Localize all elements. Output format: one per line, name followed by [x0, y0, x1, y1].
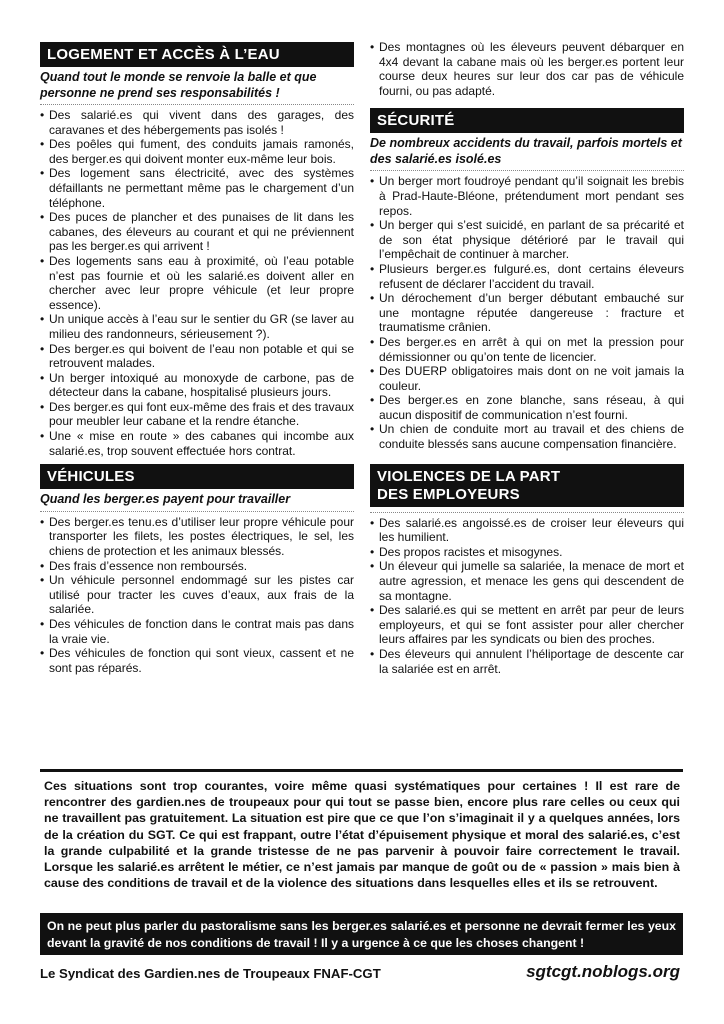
list-item: • Des frais d’essence non remboursés. — [40, 559, 354, 574]
left-column — [40, 42, 354, 675]
list-item: • Des berger.es qui boivent de l’eau non potable et qui se retrouvent malades. — [40, 342, 354, 371]
violences-list — [370, 516, 684, 677]
list-item: • Des logements sans eau à proximité, où l’eau potable n’est pas fournie et où les salarié.es doivent aller en chercher avec leur propre véhicule (et leur propre essence). — [40, 254, 354, 312]
callout-box: On ne peut plus parler du pastoralisme sans les berger.es salarié.es et personne ne devrait fermer les yeux devant la gravité de nos conditions de travail ! Il y a urgence à ce que les choses changent ! — [40, 913, 683, 955]
list-item: • Des salarié.es angoissé.es de croiser leur éleveurs qui les humilient. — [370, 516, 684, 545]
list-item: • Un unique accès à l’eau sur le sentier du GR (se laver au milieu des randonneurs, sérieusement ?). — [40, 312, 354, 341]
list-item: • Un véhicule personnel endommagé sur les pistes car utilisé pour tracter les cuves d’eaux, aux frais de la salariée. — [40, 573, 354, 617]
list-item: • Des montagnes où les éleveurs peuvent débarquer en 4x4 devant la cabane mais où les berger.es portent leur course deux heures sur leur dos car pas de véhicule fourni, ou pas adapté. — [379, 40, 684, 98]
list-item: • Des berger.es qui font eux-même des frais et des travaux pour meubler leur cabane et la rendre étanche. — [40, 400, 354, 429]
violences-title-line-1: VIOLENCES DE LA PART — [377, 467, 561, 485]
section-title-vehicules: VÉHICULES — [40, 464, 354, 489]
list-item: • Des berger.es en zone blanche, sans réseau, à qui aucun dispositif de communication n’est fourni. — [370, 393, 684, 422]
list-item: • Des poêles qui fument, des conduits jamais ramonés, des berger.es qui doivent monter eux-même leur bois. — [40, 137, 354, 166]
list-item: • Des logement sans électricité, avec des systèmes défaillants ne permettant même pas le chargement d’un téléphone. — [40, 166, 354, 210]
vehicules-list — [40, 515, 354, 676]
list-item: • Des propos racistes et misogynes. — [370, 545, 684, 560]
list-item: • Des berger.es en arrêt à qui on met la pression pour démissionner ou qu’on tente de licencier. — [370, 335, 684, 364]
list-item: • Des véhicules de fonction dans le contrat mais pas dans la vraie vie. — [40, 617, 354, 646]
list-item: • Une « mise en route » des cabanes qui incombe aux salarié.es, trop souvent effectuée hors contrat. — [40, 429, 354, 458]
list-item: • Des berger.es tenu.es d’utiliser leur propre véhicule pour transporter les filets, les postes électriques, le sel, les chiens de protection et les animaux blessés. — [40, 515, 354, 559]
list-item: • Un berger mort foudroyé pendant qu’il soignait les brebis à Prad-Haute-Bléone, prétendument mort pendant ses repos. — [370, 174, 684, 218]
list-item: • Un dérochement d’un berger débutant embauché sur une montagne réputée dangereuse : fracture et traumatisme crânien. — [370, 291, 684, 335]
list-item: • Des véhicules de fonction qui sont vieux, cassent et ne sont pas réparés. — [40, 646, 354, 675]
list-item: • Un berger intoxiqué au monoxyde de carbone, pas de détecteur dans la cabane, hospitalisé plusieurs jours. — [40, 371, 354, 400]
list-item: • Des salarié.es qui se mettent en arrêt par peur de leurs employeurs, et qui se font assister pour aller chercher leurs affaires par les syndicats ou bien des proches. — [370, 603, 684, 647]
section-subtitle-logement: Quand tout le monde se renvoie la balle et que personne ne prend ses responsabilités ! — [40, 70, 354, 105]
securite-list — [370, 174, 684, 451]
list-item: • Un éleveur qui jumelle sa salariée, la menace de mort et autre agression, et menace les gens qui descendent de sa montagne. — [370, 559, 684, 603]
section-title-securite: SÉCURITÉ — [370, 108, 684, 133]
footer-website: sgtcgt.noblogs.org — [526, 962, 680, 981]
list-item: • Des salarié.es qui vivent dans des garages, des caravanes et des hébergements pas isolés ! — [40, 108, 354, 137]
conclusion-paragraph: Ces situations sont trop courantes, voire même quasi systématiques pour certaines ! Il est rare de rencontrer des gardien.nes de troupeaux pour qui tout se passe bien, encore plus rare celles ou ceux qui ne travaillent pas gratuitement. La situation est pire que ce que l’on s’imaginait il y a quelques années, lors de la création du SGT. Ce qui est frappant, outre l’état d’épuisement physique et moral des salarié.es, c’est la grande culpabilité et la grande tristesse de ne pas parvenir à pouvoir faire correctement le travail. Lorsque les salarié.es arrêtent le métier, ce n’est jamais par manque de goût ou de « passion » mais bien à cause des conditions de travail et de la violence des situations dans lesquelles elles et ils se retrouvent. — [44, 779, 680, 891]
section-subtitle-vehicules: Quand les berger.es payent pour travailler — [40, 492, 354, 512]
section-subtitle-securite: De nombreux accidents du travail, parfois mortels et des salarié.es isolé.es — [370, 136, 684, 171]
footer-organization: Le Syndicat des Gardien.nes de Troupeaux FNAF-CGT — [40, 966, 381, 981]
right-column — [370, 40, 684, 676]
list-item: • Des puces de plancher et des punaises de lit dans les cabanes, des éleveurs au courant et qui ne préviennent pas les berger.es qui arrivent ! — [40, 210, 354, 254]
logement-continued-item — [370, 40, 684, 98]
list-item: • Des éleveurs qui annulent l’héliportage de descente car la salariée est en arrêt. — [370, 647, 684, 676]
divider-rule — [40, 769, 683, 772]
section-title-logement: LOGEMENT ET ACCÈS À L’EAU — [40, 42, 354, 67]
list-item: • Plusieurs berger.es fulguré.es, dont certains éleveurs refusent de déclarer l’accident du travail. — [370, 262, 684, 291]
section-title-violences — [370, 464, 684, 507]
list-item: • Un chien de conduite mort au travail et des chiens de conduite blessés sans aucune compensation financière. — [370, 422, 684, 451]
violences-title-line-2: DES EMPLOYEURS — [377, 485, 520, 503]
list-item: • Un berger qui s’est suicidé, en parlant de sa précarité et de son état physique détérioré par le travail qui l’empêchait de continuer à marcher. — [370, 218, 684, 262]
logement-list — [40, 108, 354, 458]
list-item: • Des DUERP obligatoires mais dont on ne voit jamais la couleur. — [370, 364, 684, 393]
